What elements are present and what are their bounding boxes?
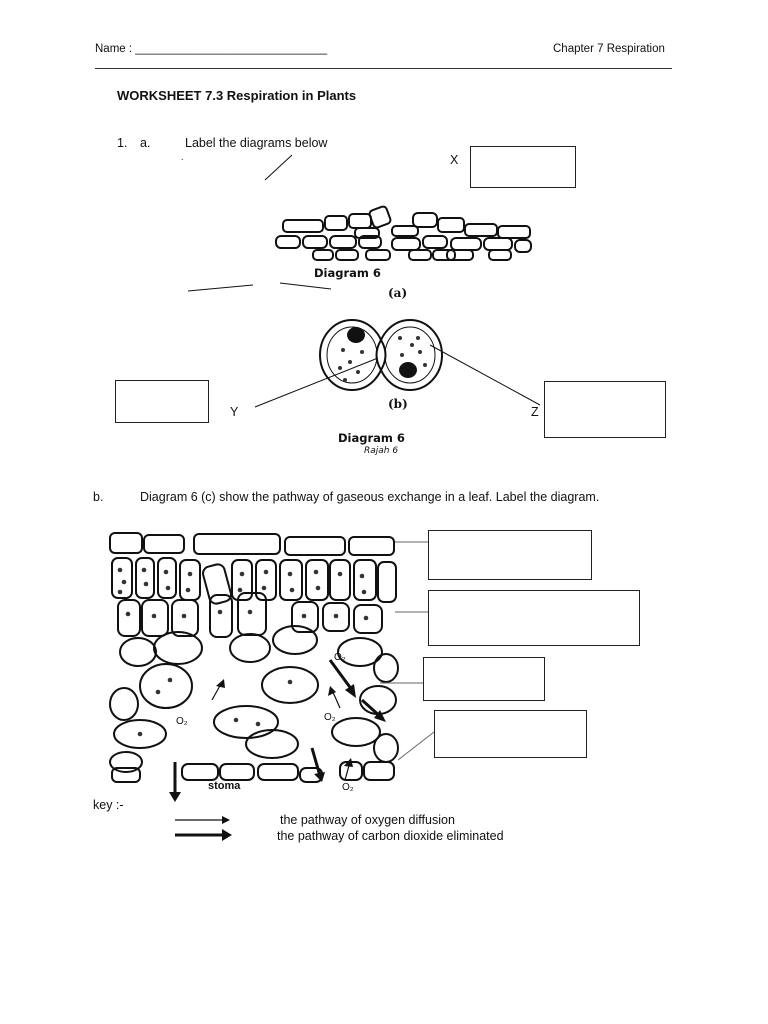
- diagram-b-sublabel: (b): [388, 397, 408, 411]
- stoma-label: stoma: [208, 780, 241, 792]
- o2-label-bottom: O₂: [342, 782, 354, 793]
- label-z: Z: [531, 405, 539, 419]
- stray-dot: .: [181, 152, 184, 162]
- diagram-b-caption: Diagram 6: [338, 431, 405, 445]
- worksheet-title: WORKSHEET 7.3 Respiration in Plants: [117, 88, 357, 103]
- o2-label-middle: O₂: [324, 712, 336, 723]
- answer-box-leaf-3[interactable]: [423, 657, 545, 701]
- diagram-b-subcaption: Rajah 6: [364, 446, 399, 456]
- key-title: key :-: [93, 798, 124, 812]
- key-oxygen: the pathway of oxygen diffusion: [280, 813, 455, 827]
- question-number: 1.: [117, 136, 128, 150]
- answer-box-leaf-4[interactable]: [434, 710, 587, 758]
- instruction-a: Label the diagrams below: [185, 136, 328, 150]
- chapter-label: Chapter 7 Respiration: [553, 43, 665, 55]
- label-x: X: [450, 153, 459, 167]
- name-field-label: Name : ______________________________: [95, 43, 328, 55]
- instruction-b: Diagram 6 (c) show the pathway of gaseous exchange in a leaf. Label the diagram.: [140, 490, 600, 504]
- o2-label-left: O₂: [176, 716, 188, 727]
- label-y: Y: [230, 405, 239, 419]
- answer-box-leaf-1[interactable]: [428, 530, 592, 580]
- key-co2: the pathway of carbon dioxide eliminated: [277, 829, 504, 843]
- diagram-a-caption: Diagram 6: [314, 266, 381, 280]
- o2-label-top: O₂: [334, 652, 346, 663]
- answer-box-leaf-2[interactable]: [428, 590, 640, 646]
- diagram-a-sublabel: (a): [388, 286, 408, 300]
- question-part-a: a.: [140, 136, 151, 150]
- question-part-b: b.: [93, 490, 104, 504]
